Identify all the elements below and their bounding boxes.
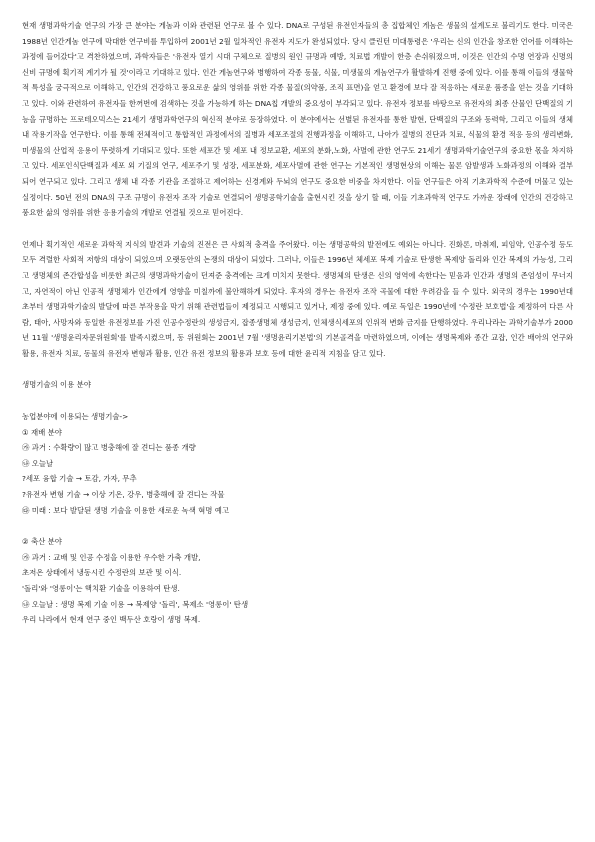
list-item: ㉰ 미래 : 보다 발달된 생명 기술을 이용한 새로운 녹색 혁명 예고 xyxy=(22,505,230,515)
list-item: ㉮ 과거 : 교배 및 인공 수정을 이용한 우수한 가축 개발, xyxy=(22,552,201,562)
spacer xyxy=(22,361,573,377)
agri-intro: 농업분야에 이용되는 생명기술-> xyxy=(22,412,129,422)
spacer xyxy=(22,518,573,534)
list-item: ?세포 융합 기술 → 토감, 가자, 무추 xyxy=(22,474,137,484)
list-item: '돌리'와 '영롱이'는 핵치환 기술을 이용하여 탄생. xyxy=(22,584,180,593)
list-item: ㉯ 오늘날 xyxy=(22,458,54,468)
paragraph-genome-research: 현재 생명과학기술 연구의 가장 큰 분야는 게놈과 이와 관련된 연구로 볼 수 있다. DNA로 구성된 유전인자들의 총 집합체인 게놈은 생물의 설계도로 불리기도 한다. 미국은 1988년 인간게놈 연구에 막대한 연구비를 투입하여 2001년 2월 일차적인 유전자 지도가 완성되었다. 당시 클린턴 미대통령은 '우리는 신의 인간을 창조한 언어를 이해하는 과정에 들어갔다'고 격찬하였으며, 과학자들은 '유전자 열기 시대 구체으로 질병의 원인 규명과 예방, 치료법 개발이 한층 손쉬워졌으며, 이것은 인간의 수명 연장과 신명의 신비 규명에 획기적 계기가 될 것'이라고 기대하고 있다. 인간 게놈연구와 병행하여 각종 동물, 식물, 미생물의 게놈연구가 활발하게 진행 중에 있다. 이를 통해 이들의 생물학적 특성을 궁극적으로 이해하고, 인간의 건강하고 풍요로운 삶의 영위를 위한 각종 물질(의약품, 조직 표면)을 얻고 환경에 보다 잘 적응하는 새로운 품종을 얻는 것을 기대하고 있다. 이와 관련하여 유전자들 한꺼번에 검색하는 것을 가능하게 하는 DNA칩 개발의 중요성이 부각되고 있다. 유전자 정보를 바탕으로 유전자의 최종 산물인 단백질의 기능을 규명하는 프로테오믹스는 21세기 생명과학연구의 혁신적 분야로 등장하였다. 이 분야에서는 선별된 유전자를 통한 발현, 단백질의 구조와 동력학, 그리고 이들의 생체 내 작용기작을 연구한다. 이를 통해 전체적이고 통합적인 과정에서의 질병과 세포조절의 진행과정을 이해하고, 나아가 질병의 진단과 치료, 식물의 환경 적응 등의 생리변화, 미생물의 산업적 응용이 뚜렷하게 기대되고 있다. 또한 세포간 및 세포 내 정보교환, 세포의 분화,노화, 사멸에 관한 연구도 21세기 생명과학기술연구의 중요한 몫을 차지하고 있다. 세포인식단백질과 세포 외 기질의 연구, 세포주기 및 성장, 세포분화, 세포사멸에 관한 연구는 기본적인 생명현상의 이해는 물론 암발생과 노화과정의 이해와 결부되어 연구되고 있다. 그리고 생체 내 각종 기관을 조절하고 제어하는 신경계와 두뇌의 연구도 중요한 비중을 차지한다. 이들 연구들은 아직 기초과학적 수준에 머물고 있는 실정이다. 50년 전의 DNA의 구조 규명이 유전자 조작 기술로 연결되어 생명공학기술을 출현시킨 것을 상기 할 때, 이들 기초과학적 연구도 가까운 장래에 인간의 건강하고 풍요한 삶의 영위를 위한 응용기술의 개발로 연결될 것으로 믿어진다. xyxy=(22,21,574,218)
spacer xyxy=(22,221,573,237)
agri-list xyxy=(22,425,573,519)
livestock-list xyxy=(22,534,573,628)
list-item: 우리 나라에서 현재 연구 중인 백두산 호랑이 생명 복제. xyxy=(22,615,201,625)
spacer xyxy=(22,393,573,409)
list-item: ㉯ 오늘날 : 생명 복제 기술 이용 → 복제양 '돌리', 복제소 '영롱이' 탄생 xyxy=(22,599,249,609)
list-item: ?유전자 변형 기술 → 이상 기온, 강우, 병충해에 잘 견디는 작물 xyxy=(22,490,225,500)
list-item: ① 재배 분야 xyxy=(22,427,62,437)
list-item: 초저온 상태에서 냉동시킨 수정란의 보관 및 이식. xyxy=(22,568,182,578)
paragraph-social-impact: 언제나 획기적인 새로운 과학적 지식의 발견과 기술의 진전은 큰 사회적 충격을 주어왔다. 이는 생명공학의 발전에도 예외는 아니다. 진화론, 마취제, 피임약, 인공수정 등도 모두 격렬한 사회적 저항의 대상이 되었으며 오랫동안의 논쟁의 대상이 되었다. 그러나, 이들은 1996년 체세포 복제 기술로 탄생한 복제양 돌리와 인간 복제의 가능성, 그리고 생명체의 존간합성을 비롯한 최근의 생명과학기술이 던져준 충격에는 크게 미치지 못한다. 생명체의 탄생은 신의 영역에 속한다는 믿음과 인간과 생명의 존엄성이 무너지고, 자연적이 아닌 인공적 생명체가 인간에게 영향을 미칠까에 불안해하게 되었다. 후자의 경우는 유전자 조작 곡물에 대한 우려감을 들 수 있다. 외국의 경우는 1990년대 초부터 생명과학기술의 발달에 따른 부작용을 막기 위해 관련법들이 제정되고 시행되고 있거나, 제정 중에 있다. 예로 독일은 1990년에 '수정란 보호법'을 제정하여 다른 사람, 태아, 사망자와 동일한 유전정보를 가진 인공수정란의 생성금지, 잡종생명체 생성금지, 인체생식세포의 인위적 변화 금지를 단행하였다. 우리나라는 과학기술부가 2000년 11월 '생명윤리자문위원회'를 발족시켰으며, 동 위원회는 2001년 7월 '생명윤리기본법'의 기본골격을 마련하였으며, 이에는 생명복제와 종간 교잡, 인간 배아의 연구와 활용, 유전자 치료, 동물의 유전자 변형과 활용, 인간 유전 정보의 활용과 보호 등에 대한 윤리적 지침을 담고 있다. xyxy=(22,239,573,358)
list-item: ② 축산 분야 xyxy=(22,537,62,547)
list-item: ㉮ 과거 : 수확량이 많고 병충해에 잘 견디는 품종 개량 xyxy=(22,443,196,453)
section-title: 생명기술의 이용 분야 xyxy=(22,380,91,390)
